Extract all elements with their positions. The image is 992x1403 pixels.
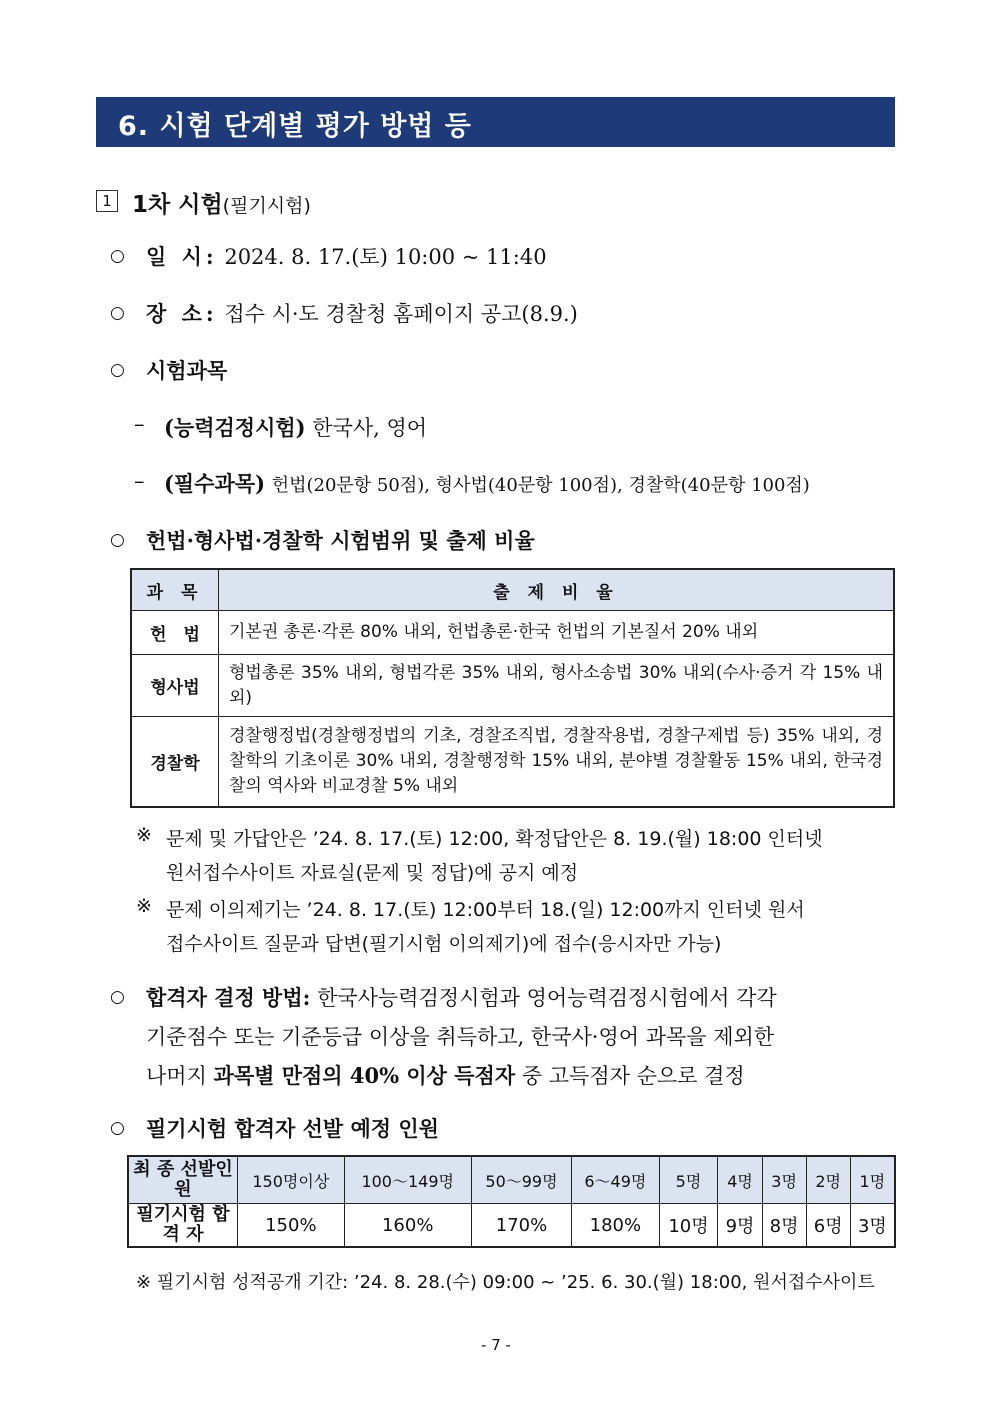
written-cell: 8명 xyxy=(762,1204,806,1248)
quota-heading: 필기시험 합격자 선발 예정 인원 xyxy=(146,1116,439,1141)
table-row xyxy=(131,611,894,655)
written-cell: 150% xyxy=(238,1204,345,1248)
row-ratio: 형법총론 35% 내외, 형법각론 35% 내외, 형사소송법 30% 내외(수사·증거 각 15% 내외) xyxy=(219,655,895,717)
quota-table xyxy=(127,1155,896,1248)
written-cell: 180% xyxy=(572,1204,659,1248)
final-cell: 5명 xyxy=(659,1156,718,1204)
final-cell: 50～99명 xyxy=(471,1156,572,1204)
exam-place: 장 소: 접수 시·도 경찰청 홈페이지 공고(8.9.) xyxy=(146,301,578,326)
note-1-line-1: 문제 및 가답안은 ’24. 8. 17.(토) 12:00, 확정답안은 8. 19.(월) 18:00 인터넷 xyxy=(166,828,823,850)
score-release-note: ※ 필기시험 성적공개 기간: ’24. 8. 28.(수) 09:00 ~ ’25. 6. 30.(월) 18:00, 원서접수사이트 xyxy=(136,1272,875,1293)
bullet-icon: ○ xyxy=(110,530,125,550)
written-cell: 3명 xyxy=(850,1204,895,1248)
table-row xyxy=(131,717,894,807)
final-cell: 100～149명 xyxy=(344,1156,471,1204)
row-subject: 헌 법 xyxy=(131,611,219,655)
written-cell: 10명 xyxy=(659,1204,718,1248)
bullet-icon: ○ xyxy=(110,1118,125,1138)
written-cell: 170% xyxy=(471,1204,572,1248)
subjects-heading: 시험과목 xyxy=(146,358,228,383)
bullet-icon: ○ xyxy=(110,360,125,380)
exam-date: 일 시: 2024. 8. 17.(토) 10:00 ~ 11:40 xyxy=(146,244,547,269)
bullet-icon: ○ xyxy=(110,303,125,323)
part-number-box: 1 xyxy=(96,190,118,212)
header-subject: 과 목 xyxy=(131,569,219,611)
final-cell: 1명 xyxy=(850,1156,895,1204)
pass-line-2: 기준점수 또는 기준등급 이상을 취득하고, 한국사·영어 과목을 제외한 xyxy=(146,1025,775,1049)
dash-icon: – xyxy=(134,412,145,436)
final-cell: 3명 xyxy=(762,1156,806,1204)
note-mark: ※ xyxy=(136,824,152,846)
bullet-icon: ○ xyxy=(110,987,125,1007)
final-cell: 150명이상 xyxy=(238,1156,345,1204)
section-title: 6. 시험 단계별 평가 방법 등 xyxy=(118,111,472,142)
header-ratio: 출 제 비 율 xyxy=(219,569,895,611)
row-ratio: 기본권 총론·각론 80% 내외, 헌법총론·한국 헌법의 기본질서 20% 내외 xyxy=(219,611,895,655)
dash-icon: – xyxy=(134,469,145,493)
row-header-final: 최 종 선발인원 xyxy=(128,1156,238,1204)
note-2-line-2: 접수사이트 질문과 답변(필기시험 이의제기)에 접수(응시자만 가능) xyxy=(166,933,722,955)
scope-table xyxy=(130,568,895,808)
part-title: 1차 시험(필기시험) xyxy=(132,192,311,218)
table-row xyxy=(131,655,894,717)
row-subject: 형사법 xyxy=(131,655,219,717)
pass-line-1: 합격자 결정 방법: 한국사능력검정시험과 영어능력검정시험에서 각각 xyxy=(146,985,777,1010)
final-cell: 6～49명 xyxy=(572,1156,659,1204)
row-header-written: 필기시험 합 격 자 xyxy=(128,1204,238,1248)
pass-line-3: 나머지 과목별 만점의 40% 이상 득점자 중 고득점자 순으로 결정 xyxy=(146,1063,745,1088)
note-2-line-1: 문제 이의제기는 ’24. 8. 17.(토) 12:00부터 18.(일) 12:00까지 인터넷 원서 xyxy=(166,899,805,921)
scope-heading: 헌법·형사법·경찰학 시험범위 및 출제 비율 xyxy=(146,528,535,553)
table-row xyxy=(128,1156,895,1204)
table-header-row xyxy=(131,569,894,611)
final-cell: 4명 xyxy=(718,1156,762,1204)
bullet-icon: ○ xyxy=(110,246,125,266)
row-subject: 경찰학 xyxy=(131,717,219,807)
written-cell: 160% xyxy=(344,1204,471,1248)
written-cell: 9명 xyxy=(718,1204,762,1248)
note-mark: ※ xyxy=(136,895,152,917)
final-cell: 2명 xyxy=(806,1156,850,1204)
page-number: - 7 - xyxy=(481,1336,511,1354)
subject-proficiency: (능력검정시험) 한국사, 영어 xyxy=(164,415,428,440)
row-ratio: 경찰행정법(경찰행정법의 기초, 경찰조직법, 경찰작용법, 경찰구제법 등) 35% 내외, 경찰학의 기초이론 30% 내외, 경찰행정학 15% 내외, 분야별 경찰활동 15% 내외, 한국경찰의 역사와 비교경찰 5% 내외 xyxy=(219,717,895,807)
subject-required: (필수과목) 헌법(20문항 50점), 형사법(40문항 100점), 경찰학(40문항 100점) xyxy=(164,471,810,496)
note-1-line-2: 원서접수사이트 자료실(문제 및 정답)에 공지 예정 xyxy=(166,862,579,884)
table-row xyxy=(128,1204,895,1248)
written-cell: 6명 xyxy=(806,1204,850,1248)
